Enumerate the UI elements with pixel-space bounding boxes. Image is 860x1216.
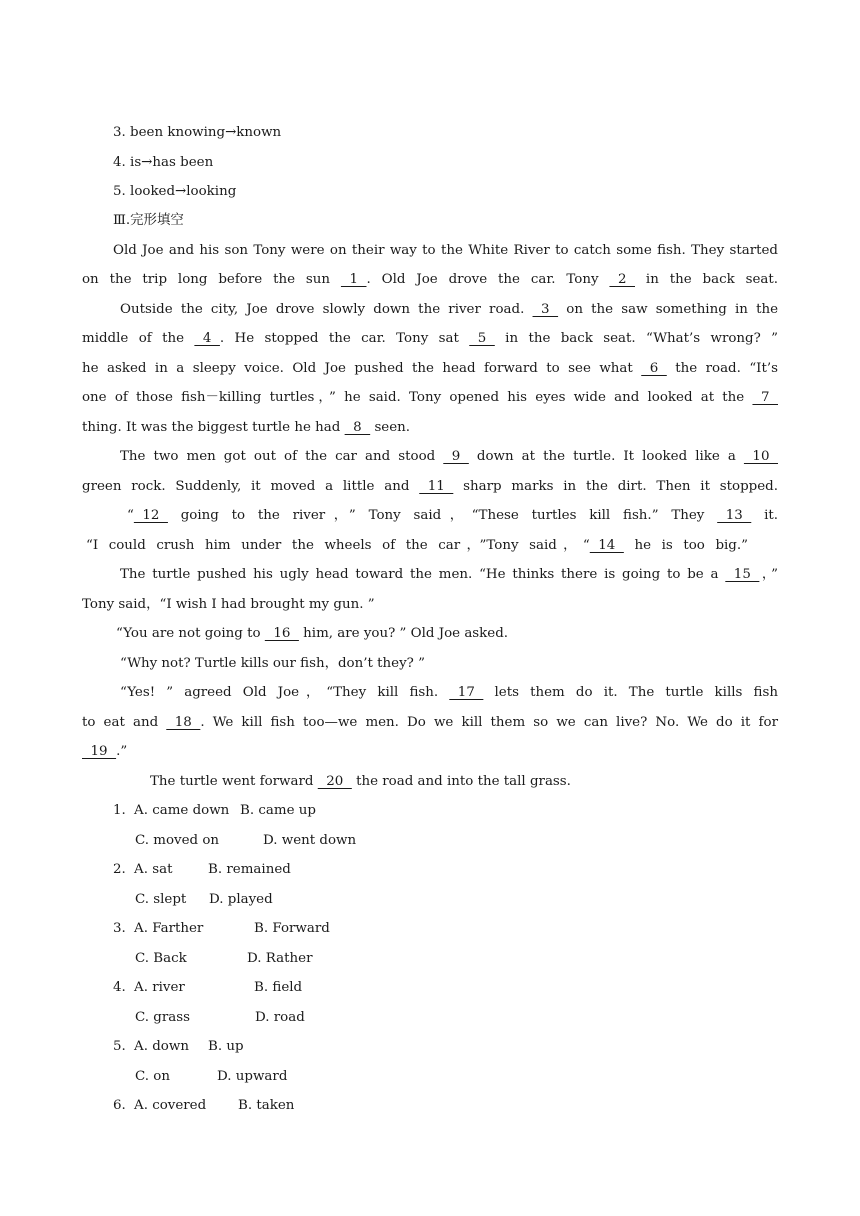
question-5-row-cd [135, 1068, 287, 1086]
passage-line: The turtle pushed his ugly head toward the men. “He thinks there is going to be a 15 ，” [120, 567, 778, 582]
passage-line: “You are not going to 16 him, are you? ” Old Joe asked. [116, 626, 509, 641]
option: D. played [209, 892, 273, 907]
question-4-row-ab: 4. A. river B. field [113, 980, 303, 995]
option: C. slept [135, 892, 187, 907]
passage-line: Old Joe and his son Tony were on their way to the White River to catch some fish. They started [113, 243, 778, 258]
passage-line: “I could crush him under the wheels of the car，”Tony said，“ 14 he is too big.” [86, 538, 748, 553]
blank-4: 4 [194, 331, 220, 346]
passage-line: green rock. Suddenly, it moved a little and 11 sharp marks in the dirt. Then it stopped. [82, 479, 778, 494]
blank-17: 17 [449, 685, 484, 700]
question-2-row-cd [135, 891, 273, 909]
correction-item: 4. is→has been [113, 155, 214, 170]
blank-16: 16 [264, 626, 299, 641]
option: D. Rather [247, 951, 313, 966]
option: C. grass [135, 1010, 190, 1025]
option: A. Farther [134, 921, 204, 936]
blank-9: 9 [443, 449, 469, 464]
option: C. moved on [135, 833, 220, 848]
passage-line: thing. It was the biggest turtle he had 8 seen. [82, 420, 411, 435]
blank-13: 13 [717, 508, 752, 523]
blank-6: 6 [641, 361, 667, 376]
option: D. upward [217, 1069, 288, 1084]
blank-18: 18 [166, 715, 201, 730]
passage-line: on the trip long before the sun 1 . Old Joe drove the car. Tony 2 in the back seat. [82, 272, 779, 287]
question-1-row-cd [135, 832, 356, 850]
passage-line: middle of the 4 . He stopped the car. Tony sat 5 in the back seat. “What’s wrong? ” [82, 331, 778, 346]
passage-line: The two men got out of the car and stood 9 down at the turtle. It looked like a 10 [120, 449, 778, 464]
option: B. field [254, 980, 303, 995]
blank-14: 14 [589, 538, 624, 553]
question-3-row-cd [135, 950, 312, 968]
option: B. up [208, 1039, 244, 1054]
passage-line: The turtle went forward 20 the road and into the tall grass. [150, 774, 571, 789]
blank-20: 20 [317, 774, 352, 789]
blank-15: 15 [725, 567, 760, 582]
question-3-row-ab: 3. A. Farther B. Forward [113, 921, 330, 936]
question-1-row-ab: 1. A. came down B. came up [113, 803, 316, 818]
passage-line: Outside the city, Joe drove slowly down the river road. 3 on the saw something in the [120, 302, 778, 317]
option: D. road [255, 1010, 305, 1025]
passage-line: “ 12 going to the river，” Tony said，“These turtles kill fish.” They 13 it. [127, 508, 778, 523]
blank-7: 7 [752, 390, 778, 405]
blank-3: 3 [532, 302, 559, 317]
option: D. went down [263, 833, 357, 848]
passage-line: “Why not? Turtle kills our fish，don’t they? ” [120, 656, 425, 671]
option: C. Back [135, 951, 187, 966]
correction-item: 3. been knowing→known [113, 125, 282, 140]
passage-line: “Yes! ” agreed Old Joe，“They kill fish. 17 lets them do it. The turtle kills fish [120, 685, 778, 700]
option: B. remained [208, 862, 291, 877]
option: B. taken [238, 1098, 295, 1113]
passage-line: he asked in a sleepy voice. Old Joe pushed the head forward to see what 6 the road. “It’s [82, 361, 778, 376]
blank-2: 2 [609, 272, 635, 287]
passage-line: to eat and 18 . We kill fish too—we men. Do we kill them so we can live? No. We do it for [82, 715, 778, 730]
option: A. came down [134, 803, 230, 818]
question-2-row-ab: 2. A. sat B. remained [113, 862, 291, 877]
option: B. came up [240, 803, 316, 818]
correction-item: 5. looked→looking [113, 184, 237, 199]
passage-line: Tony said，“I wish I had brought my gun. ” [82, 597, 375, 612]
question-4-row-cd [135, 1009, 305, 1027]
blank-12: 12 [133, 508, 168, 523]
option: A. covered [134, 1098, 207, 1113]
option: A. river [134, 980, 185, 995]
passage-line: one of those fish－killing turtles，” he said. Tony opened his eyes wide and looked at the 7 [82, 390, 778, 405]
question-5-row-ab: 5. A. down B. up [113, 1039, 244, 1054]
option: C. on [135, 1069, 170, 1084]
question-6-row-ab: 6. A. covered B. taken [113, 1098, 295, 1113]
blank-8: 8 [344, 420, 371, 435]
option: A. sat [134, 862, 173, 877]
option: A. down [134, 1039, 189, 1054]
blank-10: 10 [743, 449, 778, 464]
blank-5: 5 [469, 331, 495, 346]
blank-19: 19 [82, 744, 117, 759]
option: B. Forward [254, 921, 330, 936]
blank-11: 11 [419, 479, 454, 494]
passage-line: 19 .” [82, 744, 128, 759]
section-title: Ⅲ.完形填空 [113, 213, 184, 228]
blank-1: 1 [340, 272, 367, 287]
